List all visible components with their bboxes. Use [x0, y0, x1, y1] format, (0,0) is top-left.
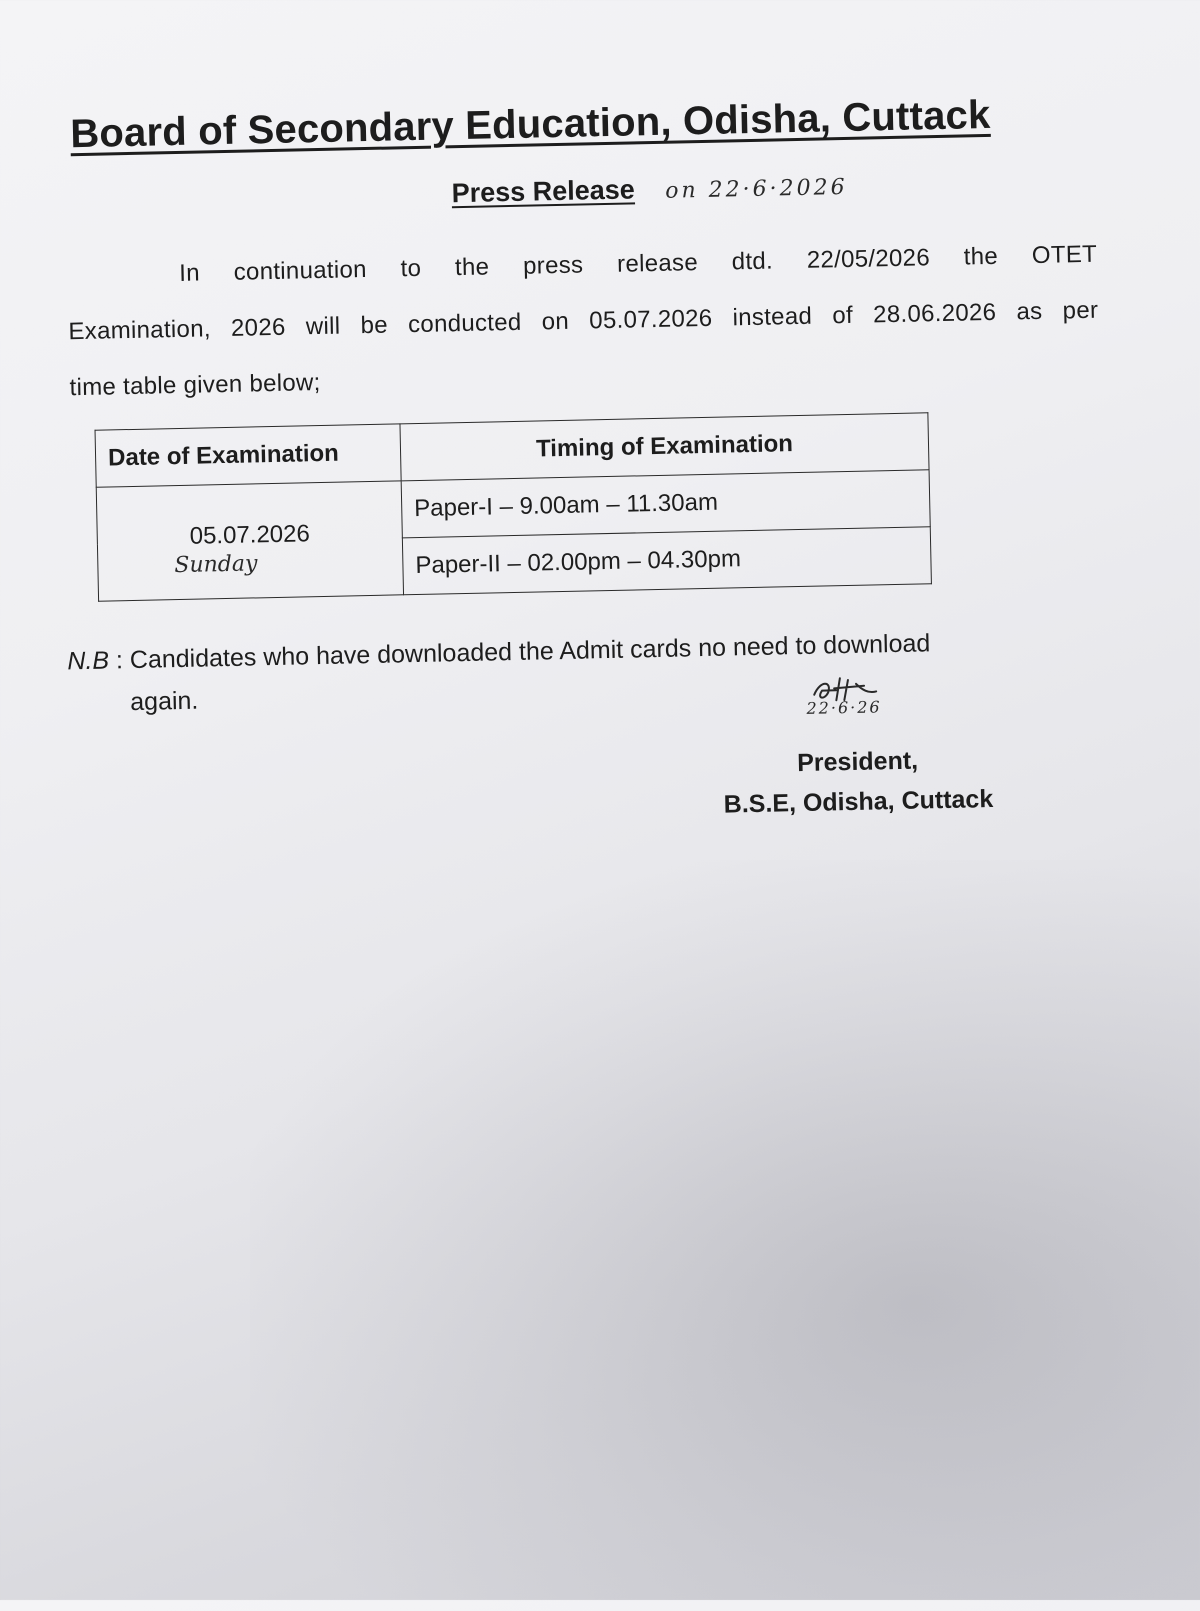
press-release-title: Press Release: [451, 174, 636, 209]
paper-2-timing: Paper-II – 02.00pm – 04.30pm: [402, 527, 931, 595]
paragraph-line-3: time table given below;: [69, 369, 321, 402]
date-column-header: Date of Examination: [95, 424, 401, 487]
signatory-title: President,: [796, 746, 919, 778]
handwritten-release-date: on 22·6·2026: [664, 174, 848, 204]
paragraph-line-1-text: In continuation to the press release dtd. 22/05/2026 the OTET: [178, 240, 1098, 287]
board-heading: Board of Secondary Education, Odisha, Cuttack: [69, 92, 991, 157]
exam-timetable: [95, 412, 932, 601]
announcement-paragraph: [67, 227, 1100, 417]
exam-date: 05.07.2026: [189, 520, 311, 550]
press-release-title-row: [451, 170, 848, 209]
signature-date: 22·6·26: [806, 697, 882, 718]
timing-column-header: Timing of Examination: [400, 413, 929, 481]
note-continuation: again.: [129, 686, 199, 717]
paragraph-line-2: Examination, 2026 will be conducted on 05.07.2026 instead of 28.06.2026 as per: [68, 296, 1099, 346]
note-text: : Candidates who have downloaded the Admit cards no need to download: [108, 629, 931, 675]
signatory-block: [707, 739, 1009, 825]
signatory-organization: B.S.E, Odisha, Cuttack: [723, 785, 994, 819]
handwritten-day: Sunday: [174, 551, 258, 579]
paper-1-timing: Paper-I – 9.00am – 11.30am: [401, 470, 930, 538]
exam-date-cell: [96, 481, 403, 601]
note-label: N.B: [67, 646, 110, 676]
